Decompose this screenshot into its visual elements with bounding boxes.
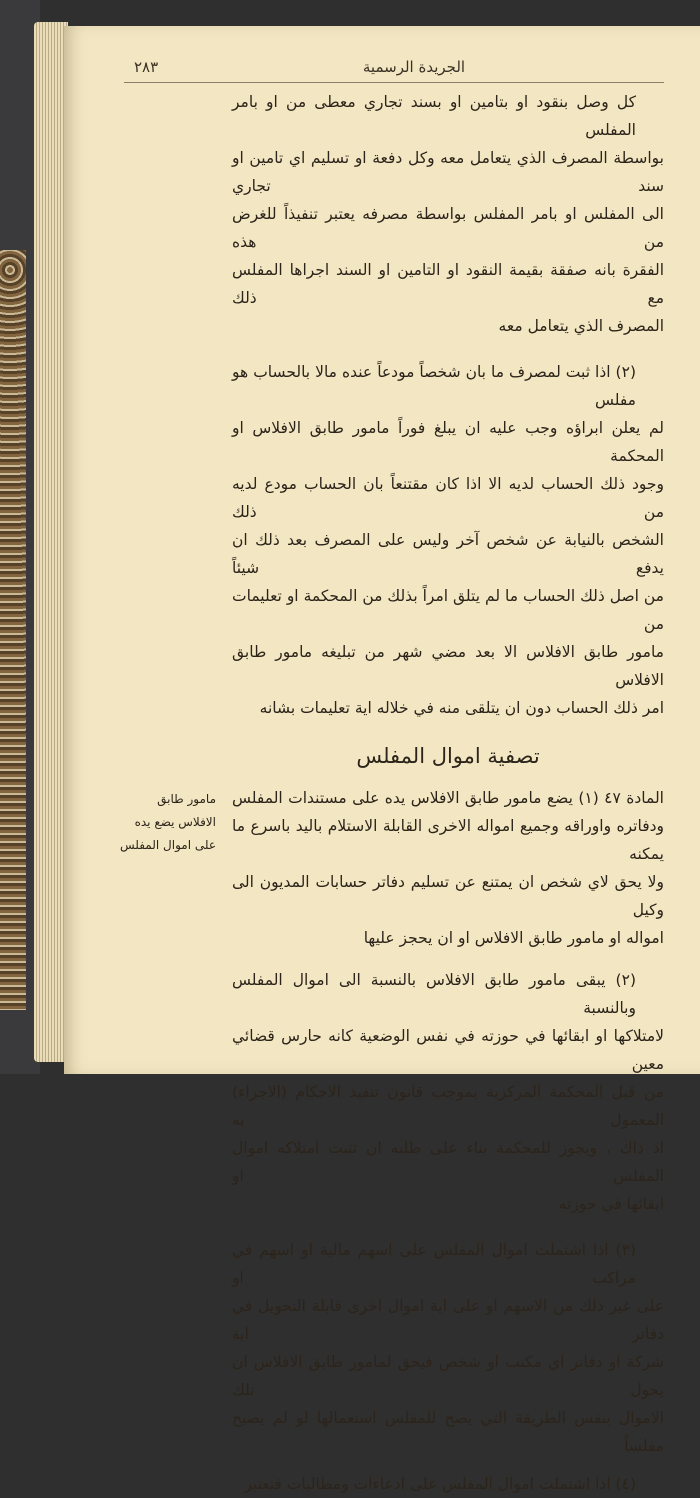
text-line: الفقرة بانه صفقة بقيمة النقود او التامين او السند اجراها المفلس مع ذلك: [232, 261, 664, 307]
page-edges: [34, 22, 68, 1062]
header-rule: [124, 82, 664, 83]
text-line: مامور طابق الافلاس الا بعد مضي شهر من تبليغه مامور طابق الافلاس: [232, 643, 664, 689]
side-note-line: مامور طابق: [157, 792, 216, 806]
paragraph: [232, 1236, 664, 1460]
text-line: (٢) يبقى مامور طابق الافلاس بالنسبة الى اموال المفلس وبالنسبة: [232, 971, 636, 1017]
side-note: [80, 788, 216, 857]
text-line: (٤) اذا اشتملت اموال المفلس على ادعاءات ومطالبات فتعتبر: [244, 1475, 636, 1493]
document-page: [64, 26, 700, 1493]
text-line: الاموال بنفس الطريقة التي يصح للمفلس استعمالها لو لم يصبح مفلساً: [232, 1409, 664, 1455]
text-line: من قبل المحكمة المركزية بموجب قانون تنفيذ الاحكام (الاجراء) المعمول به: [232, 1083, 664, 1129]
text-line: شركة او دفاتر اي مكتب او شخص فيحق لمامور طابق الافلاس ان يحول تلك: [232, 1353, 664, 1399]
marbled-edge: [0, 250, 26, 1010]
text-line: ودفاتره واوراقه وجميع امواله الاخرى القابلة الاستلام باليد باسرع ما يمكنه: [232, 817, 664, 863]
text-column: [119, 88, 664, 1498]
text-line: المادة ٤٧ (١) يضع مامور طابق الافلاس يده على مستندات المفلس: [232, 789, 664, 807]
text-line: ولا يحق لاي شخص ان يمتنع عن تسليم دفاتر حسابات المديون الى وكيل: [232, 873, 664, 919]
text-line: وجود ذلك الحساب لديه الا اذا كان مقتنعاً بان الحساب مودع لديه من ذلك: [232, 475, 664, 521]
text-line: امر ذلك الحساب دون ان يتلقى منه في خلاله اية تعليمات بشانه: [259, 699, 664, 717]
text-line: من اصل ذلك الحساب ما لم يتلق امراً بذلك من المحكمة او تعليمات من: [232, 587, 664, 633]
article-47: [119, 784, 664, 952]
text-line: ابقائها في حوزته: [558, 1195, 664, 1213]
paragraph: [232, 358, 664, 722]
text-line: لامتلاكها او ابقائها في حوزته في نفس الوضعية كانه حارس قضائي معين: [232, 1027, 664, 1073]
text-line: كل وصل بنقود او بتامين او بسند تجاري معطى من او بامر المفلس: [232, 93, 636, 139]
paragraph: [232, 1470, 664, 1498]
text-line: (٣) اذا اشتملت اموال المفلس على اسهم مالية او اسهم في مراكب او: [232, 1241, 636, 1287]
text-line: الشخص بالنيابة عن شخص آخر وليس على المصرف بعد ذلك ان يدفع شيئاً: [232, 531, 664, 577]
side-note-line: على اموال المفلس: [119, 838, 216, 852]
text-line: امواله او مامور طابق الافلاس او ان يحجز عليها: [363, 929, 664, 947]
section-heading: تصفية اموال المفلس: [356, 744, 540, 768]
text-line: اذ ذاك ، ويجوز للمحكمة بناء على طلبه ان تثبت امتلاكه اموال المفلس او: [232, 1139, 664, 1185]
text-line: بواسطة المصرف الذي يتعامل معه وكل دفعة او تسليم اي تامين او سند تجاري: [232, 149, 664, 195]
text-line: المصرف الذي يتعامل معه: [498, 317, 664, 335]
text-line: لم يعلن ابراؤه وجب عليه ان يبلغ فوراً مامور طابق الافلاس او المحكمة: [232, 419, 664, 465]
text-line: (٢) اذا ثبت لمصرف ما بان شخصاً مودعاً عنده مالا بالحساب هو مفلس: [232, 363, 636, 409]
running-title: الجريدة الرسمية: [362, 58, 466, 76]
page-number: ٢٨٣: [134, 58, 159, 76]
text-line: على غير ذلك من الاسهم او على اية اموال اخرى قابلة التحويل في دفاتر اية: [232, 1297, 664, 1343]
paragraph: [232, 966, 664, 1218]
text-line: الى المفلس او بامر المفلس بواسطة مصرفه يعتبر تنفيذاً للغرض من هذه: [232, 205, 664, 251]
side-note-line: الافلاس يضع يده: [134, 815, 216, 829]
paragraph: [232, 88, 664, 340]
